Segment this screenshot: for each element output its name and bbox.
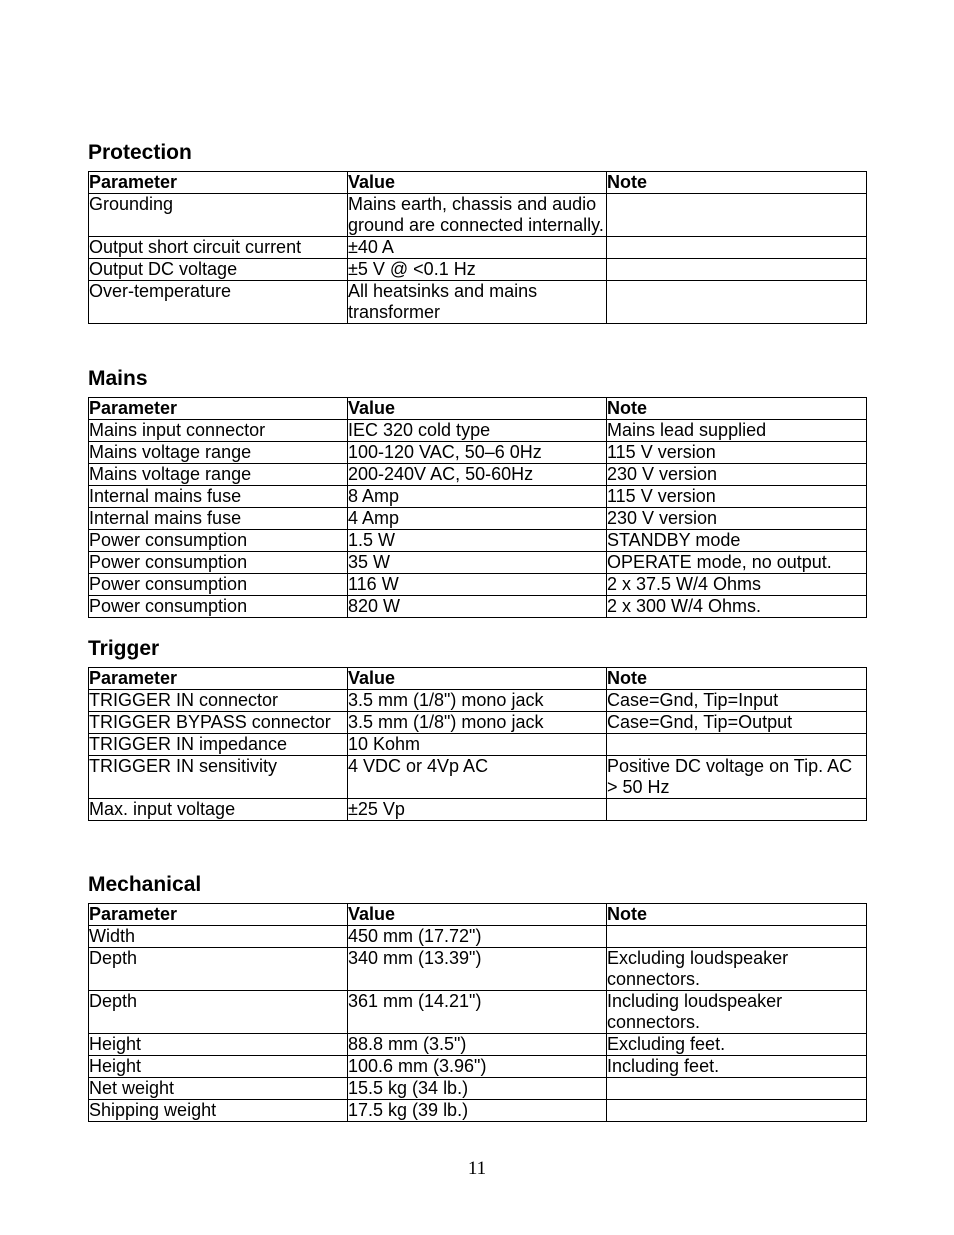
table-cell: All heatsinks and mains transformer — [348, 281, 607, 324]
table-cell: 450 mm (17.72") — [348, 926, 607, 948]
table-cell: 17.5 kg (39 lb.) — [348, 1100, 607, 1122]
table-row — [89, 712, 867, 734]
table-cell: Mains lead supplied — [607, 420, 867, 442]
table-row — [89, 530, 867, 552]
table-row — [89, 734, 867, 756]
table-row — [89, 552, 867, 574]
table-cell: ±25 Vp — [348, 799, 607, 821]
table-row — [89, 574, 867, 596]
table-cell: OPERATE mode, no output. — [607, 552, 867, 574]
column-header: Value — [348, 172, 607, 194]
column-header: Parameter — [89, 904, 348, 926]
table-row — [89, 1100, 867, 1122]
table-cell: 200-240V AC, 50-60Hz — [348, 464, 607, 486]
table-row — [89, 442, 867, 464]
table-cell: 100-120 VAC, 50–6 0Hz — [348, 442, 607, 464]
table-cell: Mains voltage range — [89, 442, 348, 464]
table-row — [89, 690, 867, 712]
section-mains — [88, 367, 866, 618]
spec-table — [88, 903, 867, 1122]
table-cell: 2 x 300 W/4 Ohms. — [607, 596, 867, 618]
table-cell: Internal mains fuse — [89, 486, 348, 508]
column-header: Note — [607, 398, 867, 420]
table-cell: 115 V version — [607, 442, 867, 464]
table-cell: Height — [89, 1034, 348, 1056]
table-cell: 35 W — [348, 552, 607, 574]
table-cell: TRIGGER BYPASS connector — [89, 712, 348, 734]
column-header: Note — [607, 668, 867, 690]
table-cell: 230 V version — [607, 508, 867, 530]
table-cell: Output short circuit current — [89, 237, 348, 259]
column-header: Value — [348, 904, 607, 926]
table-row — [89, 756, 867, 799]
page-number: 11 — [467, 1158, 487, 1179]
table-cell: Power consumption — [89, 574, 348, 596]
table-cell: ±40 A — [348, 237, 607, 259]
column-header: Note — [607, 904, 867, 926]
table-cell: Including feet. — [607, 1056, 867, 1078]
section-mechanical — [88, 873, 866, 1122]
table-row — [89, 464, 867, 486]
table-header-row — [89, 668, 867, 690]
table-cell — [607, 259, 867, 281]
table-row — [89, 486, 867, 508]
section-title: Mains — [88, 367, 148, 390]
spec-table — [88, 171, 867, 324]
table-cell: 15.5 kg (34 lb.) — [348, 1078, 607, 1100]
table-cell: 88.8 mm (3.5") — [348, 1034, 607, 1056]
column-header: Value — [348, 668, 607, 690]
table-row — [89, 237, 867, 259]
column-header: Value — [348, 398, 607, 420]
table-cell: TRIGGER IN connector — [89, 690, 348, 712]
table-cell: 340 mm (13.39") — [348, 948, 607, 991]
table-cell: Internal mains fuse — [89, 508, 348, 530]
table-cell: Shipping weight — [89, 1100, 348, 1122]
table-cell: Height — [89, 1056, 348, 1078]
table-cell: Excluding loudspeaker connectors. — [607, 948, 867, 991]
table-row — [89, 948, 867, 991]
table-header-row — [89, 398, 867, 420]
table-row — [89, 991, 867, 1034]
section-trigger — [88, 637, 866, 821]
table-cell — [607, 1100, 867, 1122]
table-cell: Power consumption — [89, 552, 348, 574]
table-row — [89, 508, 867, 530]
table-cell: 4 Amp — [348, 508, 607, 530]
table-cell: 100.6 mm (3.96") — [348, 1056, 607, 1078]
table-cell: IEC 320 cold type — [348, 420, 607, 442]
section-protection — [88, 141, 866, 324]
column-header: Note — [607, 172, 867, 194]
table-cell: 8 Amp — [348, 486, 607, 508]
table-cell: Including loudspeaker connectors. — [607, 991, 867, 1034]
table-cell: 230 V version — [607, 464, 867, 486]
table-cell: Net weight — [89, 1078, 348, 1100]
table-cell: 3.5 mm (1/8") mono jack — [348, 712, 607, 734]
table-cell — [607, 194, 867, 237]
table-cell: 4 VDC or 4Vp AC — [348, 756, 607, 799]
table-row — [89, 259, 867, 281]
table-cell: Depth — [89, 991, 348, 1034]
table-row — [89, 420, 867, 442]
section-title: Protection — [88, 141, 192, 164]
table-cell: Case=Gnd, Tip=Input — [607, 690, 867, 712]
table-cell: 820 W — [348, 596, 607, 618]
table-cell: 115 V version — [607, 486, 867, 508]
table-row — [89, 194, 867, 237]
table-cell: 10 Kohm — [348, 734, 607, 756]
table-cell: Depth — [89, 948, 348, 991]
column-header: Parameter — [89, 398, 348, 420]
table-cell: Over-temperature — [89, 281, 348, 324]
table-row — [89, 281, 867, 324]
table-cell: Max. input voltage — [89, 799, 348, 821]
table-cell: Power consumption — [89, 530, 348, 552]
table-cell: Mains voltage range — [89, 464, 348, 486]
table-cell: Mains input connector — [89, 420, 348, 442]
table-cell: Positive DC voltage on Tip. AC > 50 Hz — [607, 756, 867, 799]
table-cell: Grounding — [89, 194, 348, 237]
table-cell: 116 W — [348, 574, 607, 596]
table-cell: 1.5 W — [348, 530, 607, 552]
table-row — [89, 1078, 867, 1100]
table-cell: TRIGGER IN impedance — [89, 734, 348, 756]
table-cell: ±5 V @ <0.1 Hz — [348, 259, 607, 281]
spec-table — [88, 667, 867, 821]
table-row — [89, 1056, 867, 1078]
table-cell: Case=Gnd, Tip=Output — [607, 712, 867, 734]
spec-table — [88, 397, 867, 618]
table-row — [89, 799, 867, 821]
table-cell: Width — [89, 926, 348, 948]
table-cell — [607, 734, 867, 756]
column-header: Parameter — [89, 172, 348, 194]
table-row — [89, 596, 867, 618]
table-row — [89, 1034, 867, 1056]
table-cell: 2 x 37.5 W/4 Ohms — [607, 574, 867, 596]
column-header: Parameter — [89, 668, 348, 690]
table-cell: STANDBY mode — [607, 530, 867, 552]
table-header-row — [89, 904, 867, 926]
table-cell: Power consumption — [89, 596, 348, 618]
table-cell: TRIGGER IN sensitivity — [89, 756, 348, 799]
table-cell — [607, 799, 867, 821]
table-cell — [607, 237, 867, 259]
table-header-row — [89, 172, 867, 194]
table-row — [89, 926, 867, 948]
table-cell — [607, 926, 867, 948]
table-cell — [607, 281, 867, 324]
table-cell — [607, 1078, 867, 1100]
section-title: Trigger — [88, 637, 160, 660]
section-title: Mechanical — [88, 873, 202, 896]
table-cell: Mains earth, chassis and audio ground are connected internally. — [348, 194, 607, 237]
table-cell: Output DC voltage — [89, 259, 348, 281]
table-cell: 3.5 mm (1/8") mono jack — [348, 690, 607, 712]
table-cell: Excluding feet. — [607, 1034, 867, 1056]
table-cell: 361 mm (14.21") — [348, 991, 607, 1034]
